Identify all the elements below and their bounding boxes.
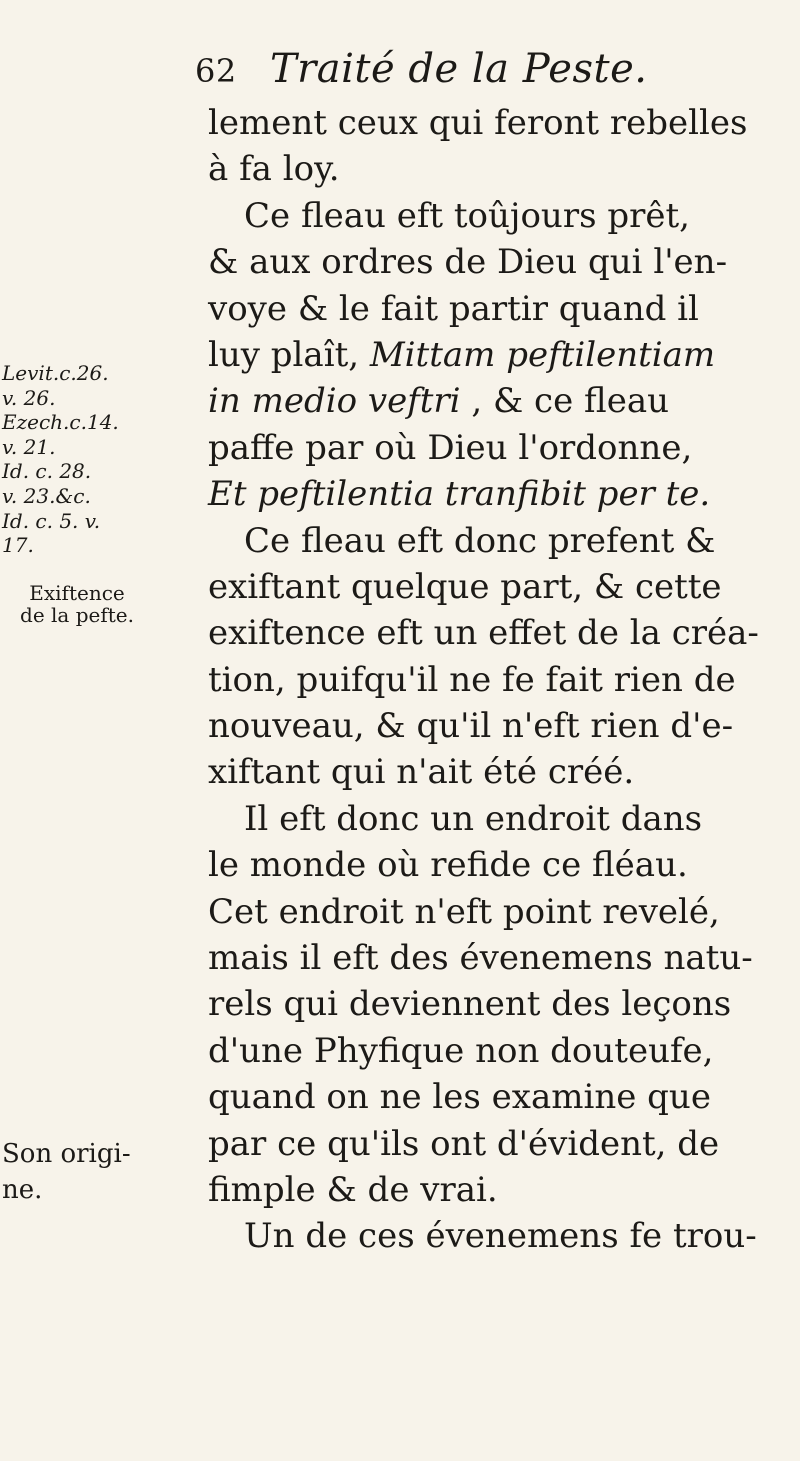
scripture-reference: v. 26.: [2, 385, 56, 410]
margin-note-line: Exiftence: [29, 581, 125, 605]
text-line: rels qui deviennent des leçons: [208, 984, 732, 1025]
text-line: quand on ne les examine que: [208, 1077, 711, 1118]
text-line: tion, puifqu'il ne fe fait rien de: [208, 659, 736, 700]
margin-references: [2, 361, 198, 558]
text-line: [208, 1260, 798, 1306]
margin-note-origin: [2, 1136, 198, 1208]
latin-quotation: Et peftilentia tranfibit per te.: [208, 474, 711, 515]
running-title: Traité de la Peste.: [269, 46, 648, 92]
text-line: exiftence eft un effet de la créa-: [208, 613, 759, 654]
scripture-reference: Levit.c.26.: [2, 361, 109, 385]
text-line: Cet endroit n'eft point revelé,: [208, 891, 720, 932]
scripture-reference: Id. c. 5. v.: [2, 508, 101, 533]
text-line: à fa loy.: [208, 149, 340, 190]
text-line: [208, 471, 798, 517]
text-line: nouveau, & qu'il n'eft rien d'e-: [208, 706, 734, 747]
latin-quotation: in medio veftri: [208, 381, 461, 422]
text-line: [208, 332, 798, 378]
text-line: exiftant quelque part, & cette: [208, 566, 722, 607]
text-segment: , & ce fleau: [460, 381, 669, 422]
text-line: paffe par où Dieu l'ordonne,: [208, 427, 693, 468]
margin-note-line: de la pefte.: [20, 603, 134, 627]
text-line: & aux ordres de Dieu qui l'en-: [208, 242, 728, 283]
page-number: 62: [195, 52, 237, 90]
body-text: [208, 100, 798, 1306]
text-line: Un de ces évenemens fe trou-: [244, 1216, 757, 1257]
text-segment: luy plaît,: [208, 334, 370, 375]
margin-note-existence: [2, 582, 152, 626]
latin-quotation: Mittam peftilentiam: [369, 334, 716, 375]
scripture-reference: v. 21.: [2, 434, 56, 459]
scripture-reference: Ezech.c.14.: [2, 410, 119, 435]
text-line: Il eft donc un endroit dans: [244, 798, 703, 839]
text-line: xiftant qui n'ait été créé.: [208, 752, 635, 793]
text-line: Ce fleau eft toûjours prêt,: [244, 195, 690, 236]
scripture-reference: Id. c. 28.: [2, 459, 92, 484]
margin-note-line: Son origi-: [2, 1139, 131, 1169]
text-line: d'une Phyfique non douteufe,: [208, 1030, 714, 1071]
text-line: Ce fleau eft donc prefent &: [244, 520, 716, 561]
text-line: [208, 378, 798, 424]
page-header: [195, 46, 647, 92]
scripture-reference: 17.: [2, 533, 34, 558]
text-line: mais il eft des évenemens natu-: [208, 938, 753, 979]
text-line: le monde où refide ce fléau.: [208, 845, 688, 886]
scripture-reference: v. 23.&c.: [2, 483, 91, 508]
margin-note-line: ne.: [2, 1175, 43, 1205]
text-line: voye & le fait partir quand il: [208, 288, 699, 329]
text-line: par ce qu'ils ont d'évident, de: [208, 1123, 720, 1164]
text-line: lement ceux qui feront rebelles: [208, 103, 748, 143]
text-line: fimple & de vrai.: [208, 1169, 498, 1210]
